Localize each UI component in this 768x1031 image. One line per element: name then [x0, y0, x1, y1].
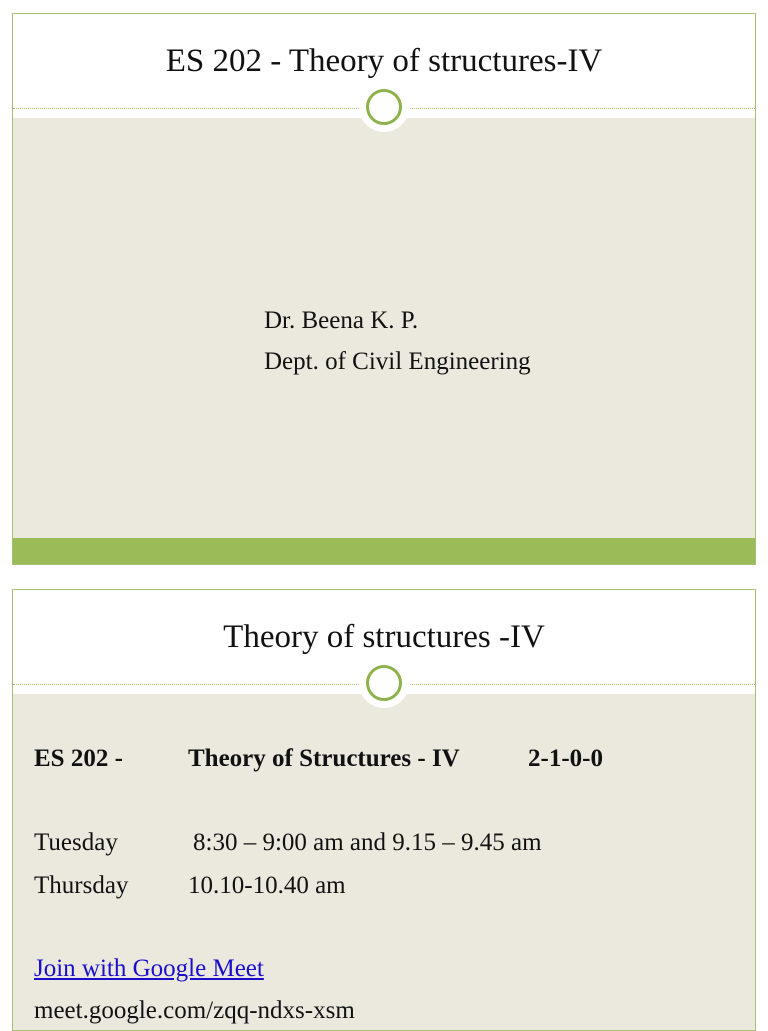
author-name: Dr. Beena K. P. [264, 307, 419, 334]
course-code: ES 202 - [34, 745, 123, 772]
author-department: Dept. of Civil Engineering [264, 348, 531, 375]
meet-url: meet.google.com/zqq-ndxs-xsm [34, 997, 355, 1024]
slide-title: Theory of structures -IV [223, 619, 545, 655]
circle-ornament-icon [359, 658, 409, 708]
slide-title: ES 202 - Theory of structures-IV [165, 43, 603, 79]
slide-2 [12, 589, 756, 1031]
schedule-day: Tuesday [34, 829, 118, 856]
schedule-time: 10.10-10.40 am [188, 872, 346, 899]
course-name: Theory of Structures - IV [188, 745, 460, 772]
author-block [264, 300, 531, 382]
slide-1 [12, 13, 756, 565]
course-credits: 2-1-0-0 [528, 745, 603, 772]
ring-icon [366, 665, 402, 701]
ring-icon [366, 89, 402, 125]
schedule-day: Thursday [34, 872, 129, 899]
circle-ornament-icon [359, 82, 409, 132]
schedule-time: 8:30 – 9:00 am and 9.15 – 9.45 am [193, 829, 542, 856]
footer-bar [13, 538, 755, 564]
google-meet-link[interactable]: Join with Google Meet [34, 955, 264, 982]
